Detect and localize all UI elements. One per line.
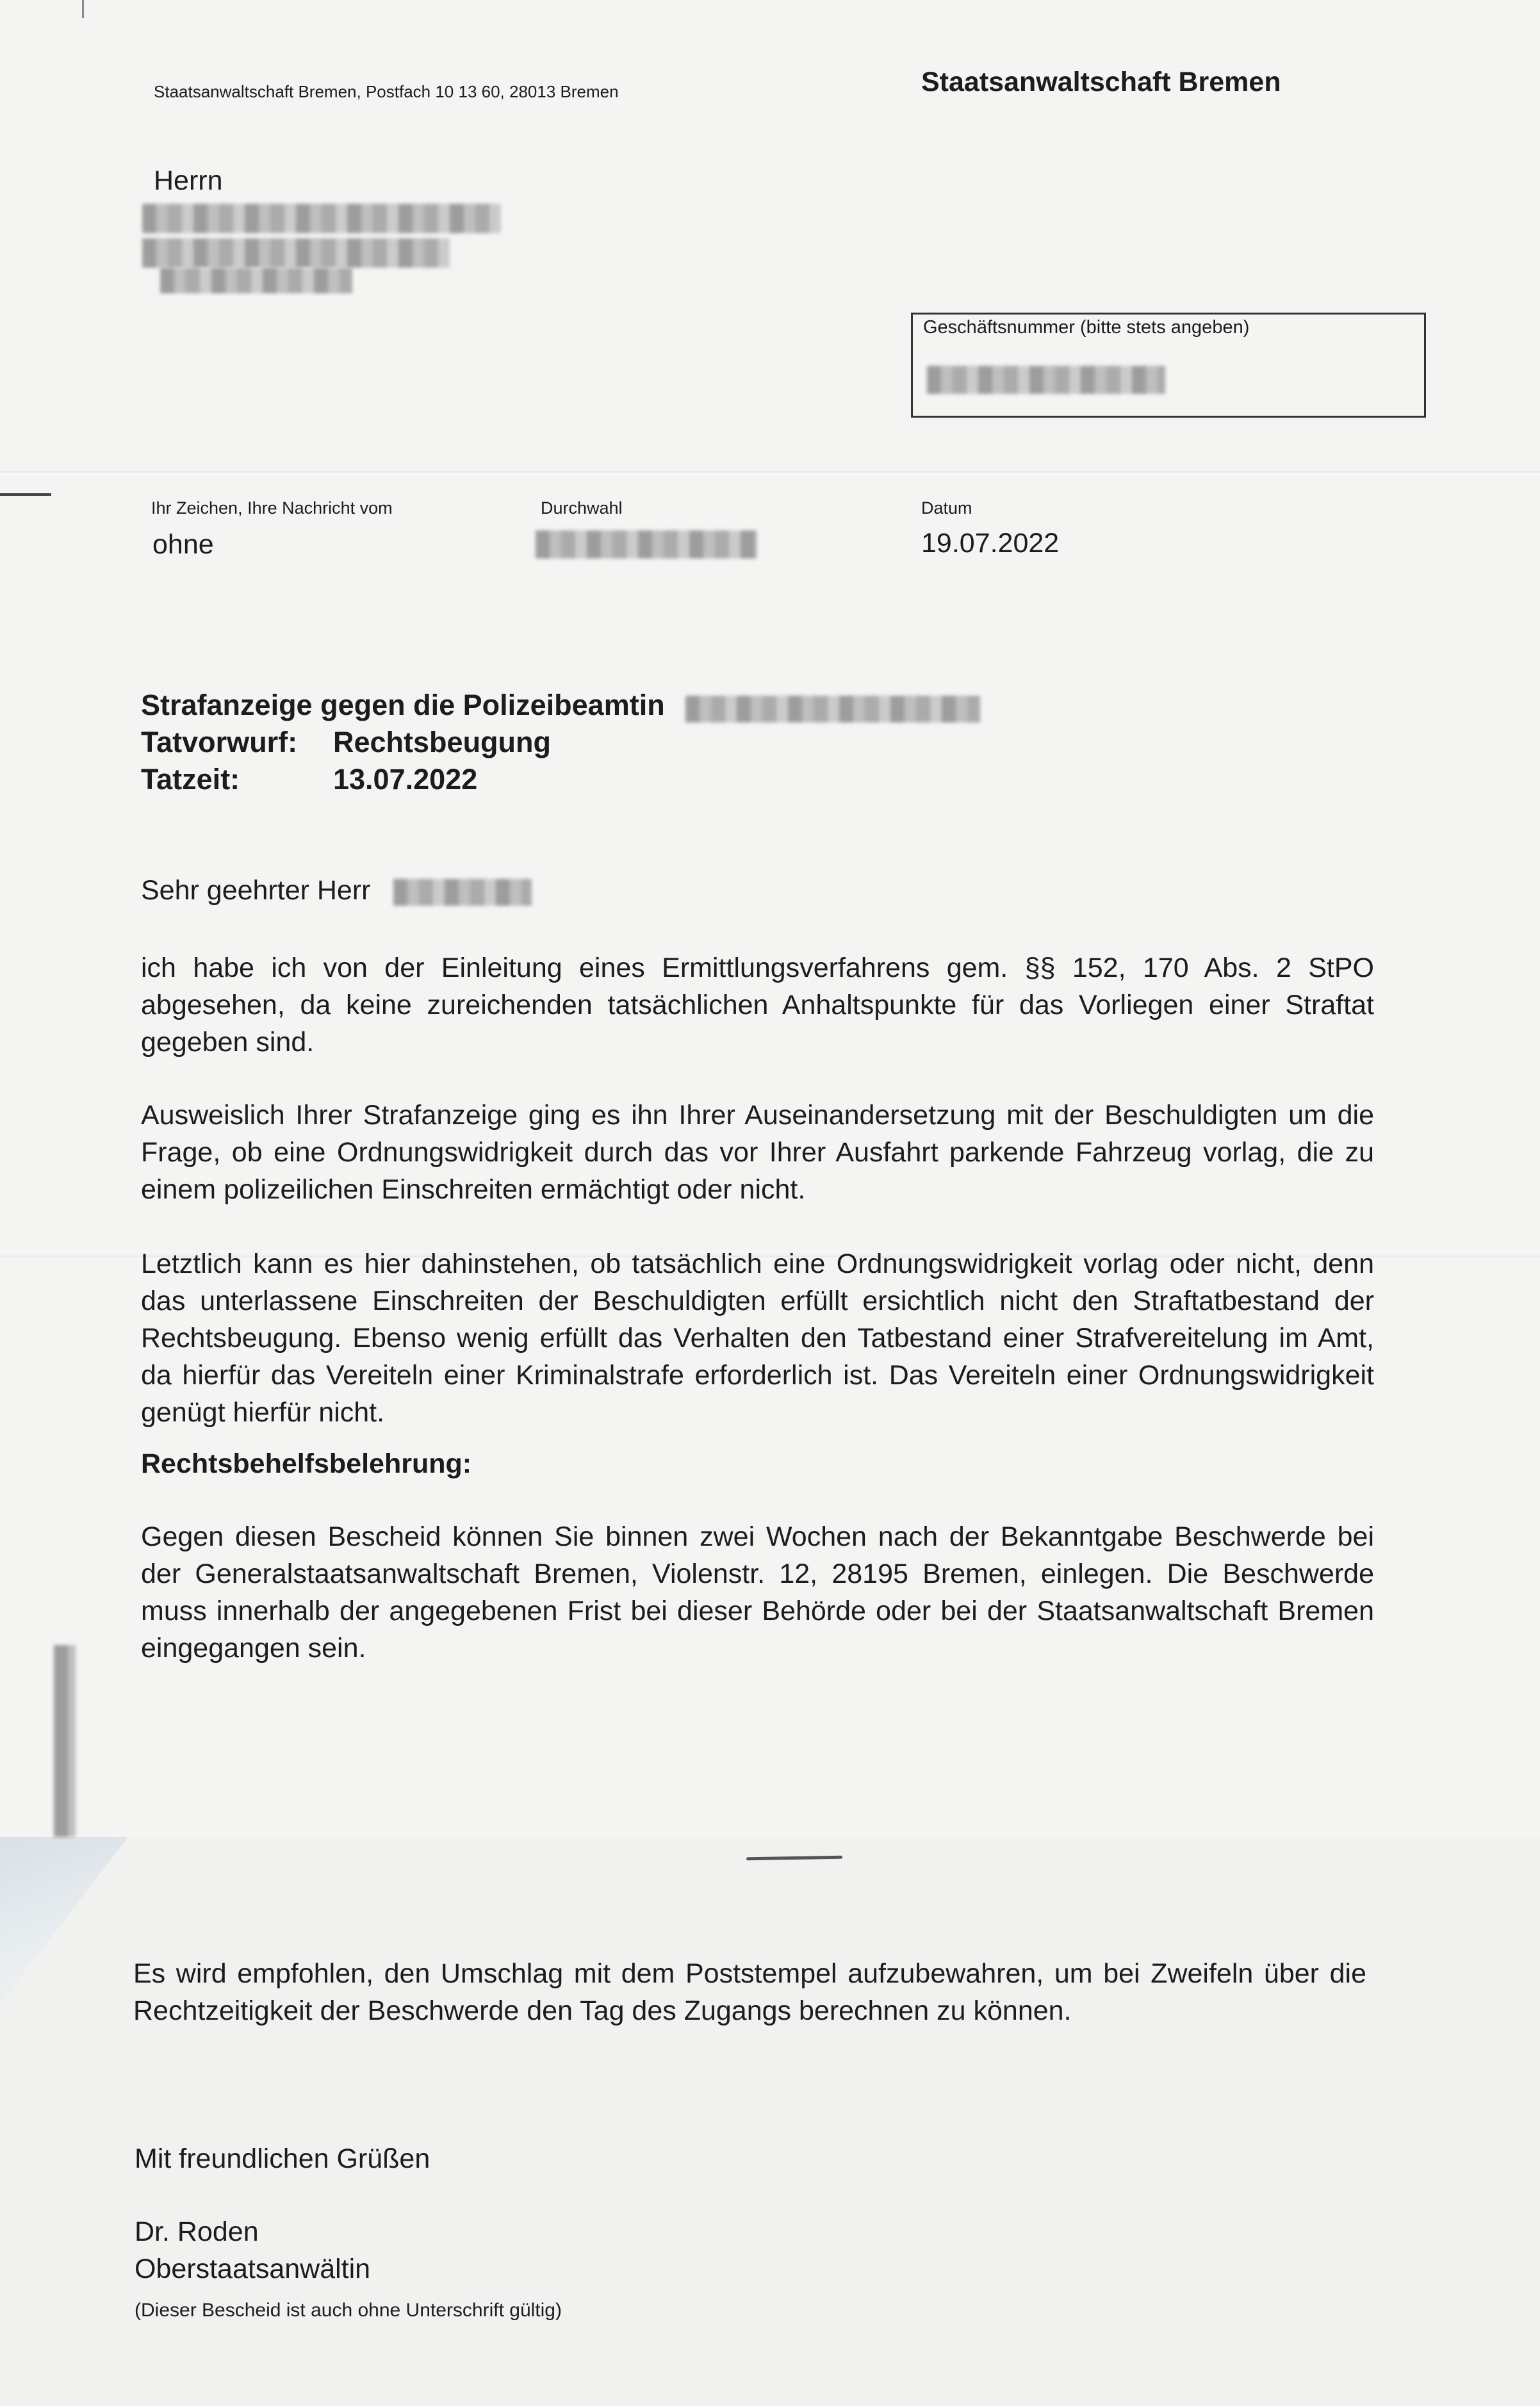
legal-remedy-heading: Rechtsbehelfsbelehrung: <box>141 1448 472 1479</box>
paragraph-envelope-advice: Es wird empfohlen, den Umschlag mit dem Poststempel aufzubewahren, um bei Zweifeln über die Rechtzeitigkeit der Beschwerde den Tag des Zugangs berechnen zu können. <box>133 1958 1366 2026</box>
paper-mark <box>0 493 51 496</box>
your-reference-label: Ihr Zeichen, Ihre Nachricht vom <box>151 498 393 518</box>
redacted-greeting-name <box>393 879 532 906</box>
redacted-reference-number <box>927 366 1165 394</box>
paragraph-decision: ich habe ich von der Einleitung eines Ermittlungsverfahrens gem. §§ 152, 170 Abs. 2 StPO abgesehen, da keine zureichenden tatsächlichen Anhaltspunkte für das Vorliegen einer Straftat gegeben sind. <box>141 953 1374 1058</box>
redacted-recipient-name <box>142 204 501 233</box>
greeting: Sehr geehrter Herr <box>141 875 371 906</box>
reference-number-label: Geschäftsnummer (bitte stets angeben) <box>923 317 1250 338</box>
charge-label: Tatvorwurf: <box>141 726 298 758</box>
your-reference-value: ohne <box>152 529 214 560</box>
redacted-recipient-city <box>160 268 352 293</box>
redacted-recipient-street <box>142 238 450 268</box>
phone-extension-label: Durchwahl <box>541 498 623 518</box>
paper-fold <box>0 471 1540 475</box>
paragraph-legal-reasoning: Letztlich kann es hier dahinstehen, ob tatsächlich eine Ordnungswidrigkeit vorlag oder nicht, denn das unterlassene Einschreiten der Beschuldigten erfüllt ersichtlich nicht den Straftatbestand der Rechtsbeugung. Ebenso wenig erfüllt das Verhalten den Tatbestand einer Strafvereitelung im Amt, da hierfür das Vereiteln einer Kriminalstrafe erforderlich ist. Das Vereiteln einer Ordnungswidrigkeit genügt hierfür nicht. <box>141 1248 1374 1428</box>
letter-date: 19.07.2022 <box>921 528 1060 559</box>
subject-block <box>141 687 665 798</box>
charge-value: Rechtsbeugung <box>333 726 552 758</box>
offense-date-value: 13.07.2022 <box>333 763 478 796</box>
signatory-title: Oberstaatsanwältin <box>135 2254 371 2284</box>
recipient-salutation: Herrn <box>154 165 223 196</box>
redacted-margin-mark <box>54 1645 76 1837</box>
redacted-phone-extension <box>536 530 757 559</box>
paragraph-facts: Ausweislich Ihrer Strafanzeige ging es ihn Ihrer Auseinandersetzung mit der Beschuldigten um die Frage, ob eine Ordnungswidrigkeit durch das vor Ihrer Ausfahrt parkende Fahrzeug vorlag, die zu einem polizeilichen Einschreiten ermächtigt oder nicht. <box>141 1100 1374 1205</box>
paragraph-legal-remedy: Gegen diesen Bescheid können Sie binnen zwei Wochen nach der Bekanntgabe Beschwerde bei der Generalstaatsanwaltschaft Bremen, Violenstr. 12, 28195 Bremen, einlegen. Die Beschwerde muss innerhalb der angegebenen Frist bei dieser Behörde oder bei der Staatsanwaltschaft Bremen eingegangen sein. <box>141 1521 1374 1664</box>
date-label: Datum <box>921 498 972 518</box>
paper-mark <box>82 0 84 18</box>
closing-regards: Mit freundlichen Grüßen <box>135 2143 430 2174</box>
authority-name: Staatsanwaltschaft Bremen <box>921 67 1281 97</box>
sender-address-line: Staatsanwaltschaft Bremen, Postfach 10 13 60, 28013 Bremen <box>154 82 619 101</box>
offense-date-label: Tatzeit: <box>141 763 240 796</box>
signatory-name: Dr. Roden <box>135 2216 259 2247</box>
redacted-accused-name <box>685 696 980 723</box>
reference-number-box <box>911 313 1426 418</box>
no-signature-note: (Dieser Bescheid ist auch ohne Unterschrift gültig) <box>135 2300 562 2321</box>
subject-line: Strafanzeige gegen die Polizeibeamtin <box>141 689 665 721</box>
